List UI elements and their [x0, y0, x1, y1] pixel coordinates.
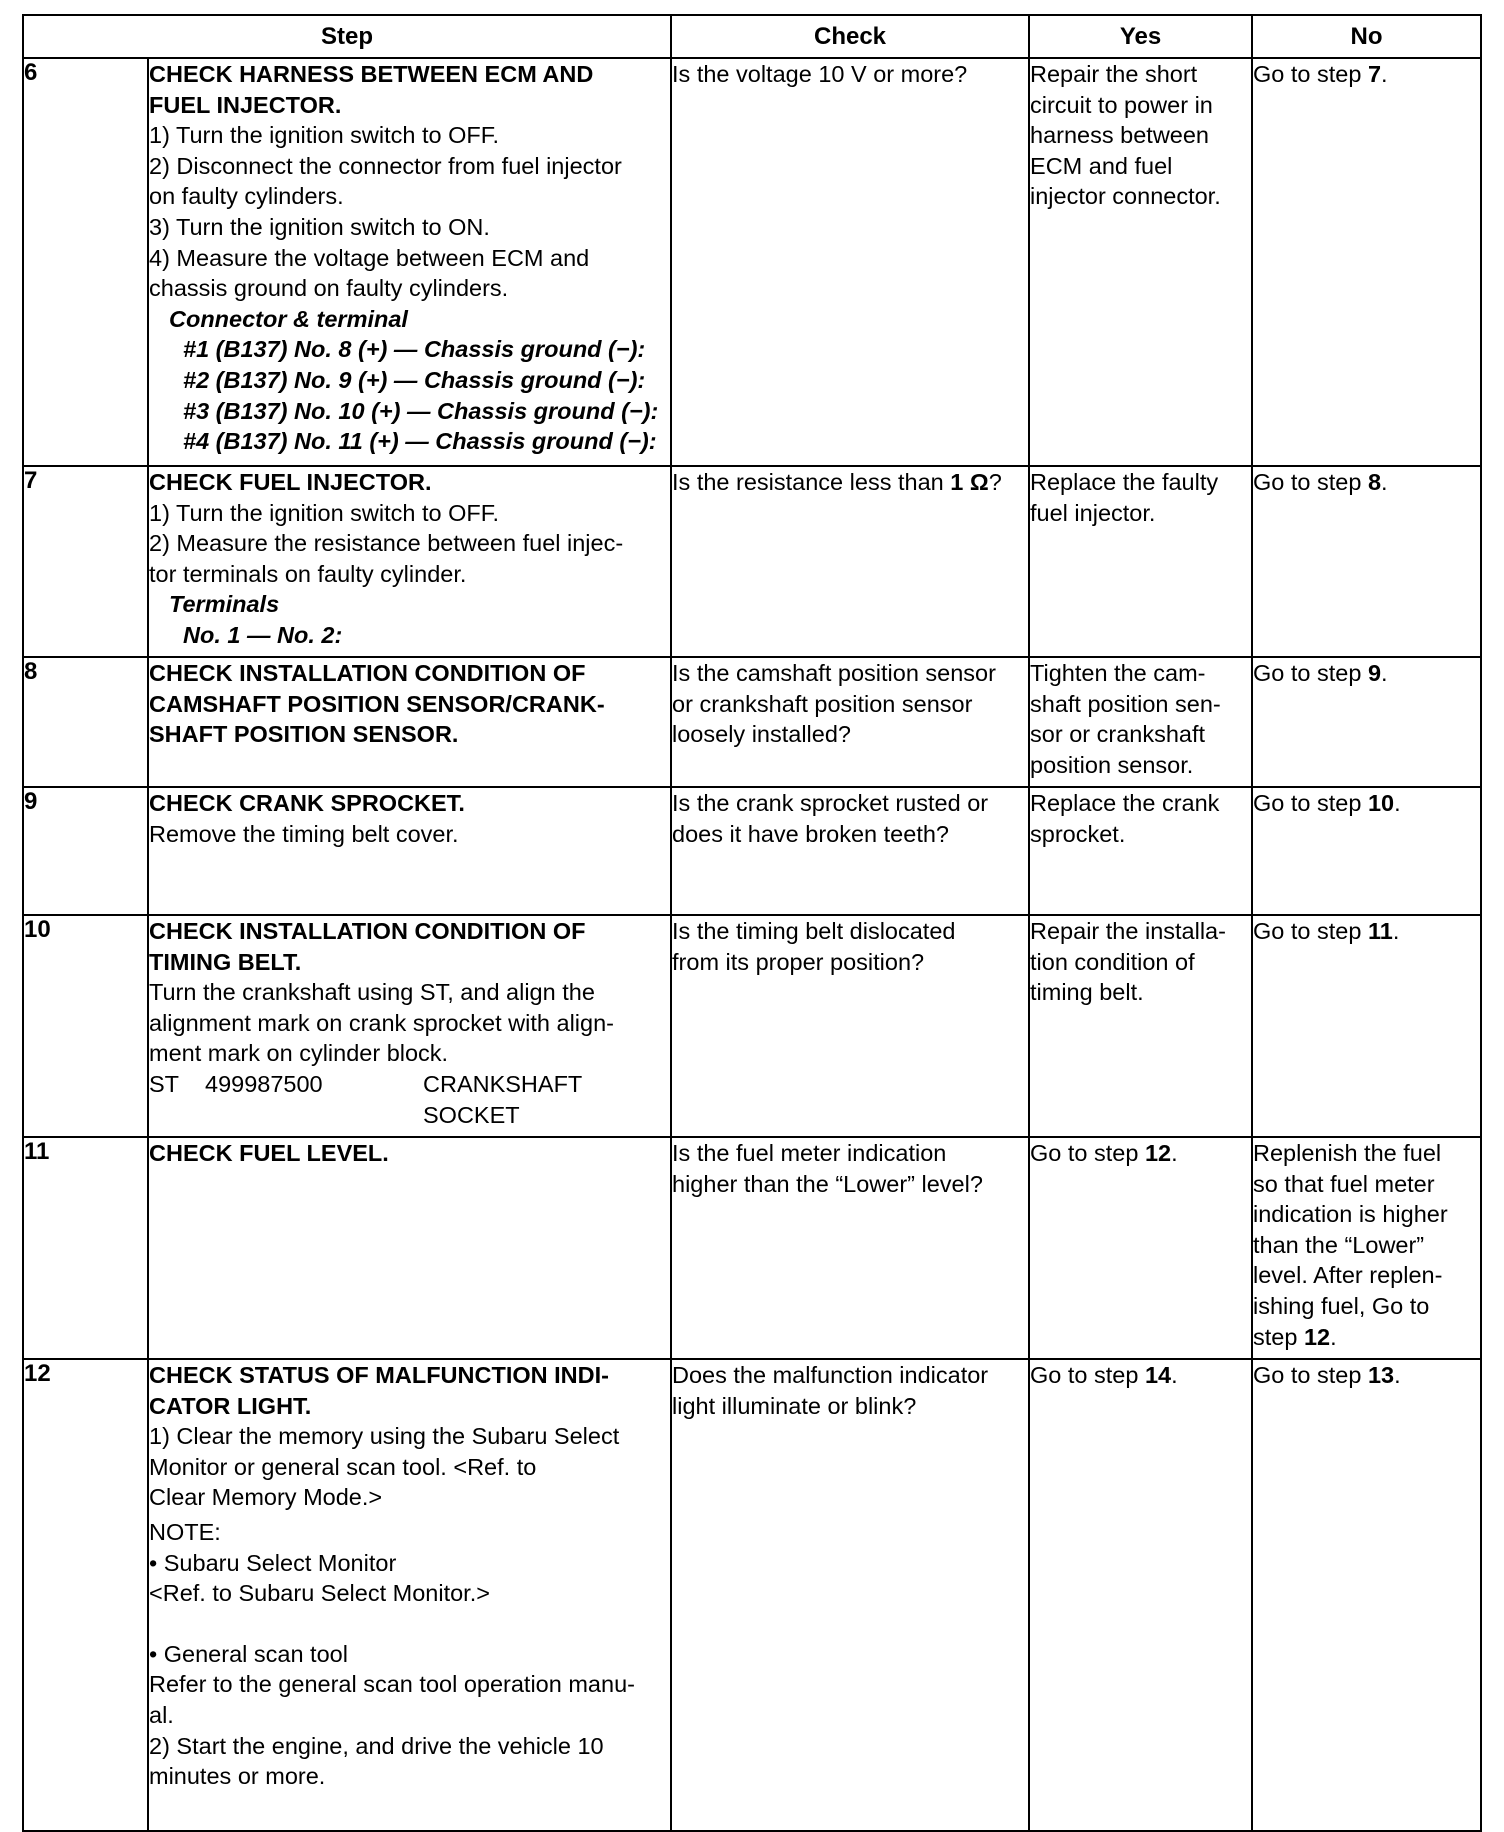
no-text: Go to step: [1253, 61, 1368, 87]
no-line: ishing fuel, Go to: [1253, 1292, 1430, 1319]
note-label: NOTE:: [149, 1518, 221, 1545]
yes-end: .: [1171, 1140, 1178, 1166]
yes-cell: [1029, 915, 1252, 1137]
yes-cell: [1029, 466, 1252, 657]
step-title: TIMING BELT.: [149, 948, 302, 975]
yes-cell: [1029, 58, 1252, 466]
no-cell: [1252, 58, 1481, 466]
no-text: Go to step: [1253, 790, 1368, 816]
step-description: [148, 1359, 671, 1831]
step-line: 2) Measure the resistance between fuel injec-: [149, 530, 624, 557]
step-reference: 12: [1144, 1140, 1172, 1166]
terminal-spec: #3 (B137) No. 10 (+) — Chassis ground (−):: [183, 397, 659, 424]
check-end: ?: [988, 469, 1002, 495]
no-text: Go to step: [1253, 660, 1368, 686]
special-tool-line: [149, 1069, 670, 1100]
step-reference: 13: [1367, 1362, 1395, 1388]
check-cell: [671, 1359, 1029, 1831]
yes-line: ECM and fuel: [1030, 152, 1173, 179]
no-text: Go to step: [1253, 469, 1368, 495]
yes-line: circuit to power in: [1030, 91, 1213, 118]
yes-cell: [1029, 1137, 1252, 1359]
no-cell: [1252, 915, 1481, 1137]
no-end: .: [1381, 660, 1388, 686]
yes-line: Repair the short: [1030, 61, 1198, 87]
step-title: SHAFT POSITION SENSOR.: [149, 721, 459, 748]
no-end: .: [1381, 469, 1388, 495]
step-title: CHECK FUEL INJECTOR.: [149, 469, 432, 495]
check-line: Is the crank sprocket rusted or: [672, 790, 989, 816]
step-title: CHECK FUEL LEVEL.: [149, 1140, 389, 1166]
yes-line: Replace the crank: [1030, 790, 1220, 816]
no-text: Go to step: [1253, 1362, 1368, 1388]
step-number: 10: [23, 915, 148, 1137]
check-cell: [671, 787, 1029, 915]
special-tool-number: 499987500: [205, 1070, 323, 1097]
check-line: loosely installed?: [672, 721, 851, 748]
no-cell: [1252, 1137, 1481, 1359]
step-number: 7: [23, 466, 148, 657]
yes-line: Replace the faulty: [1030, 469, 1219, 495]
step-line: ment mark on cylinder block.: [149, 1040, 449, 1067]
step-line: Remove the timing belt cover.: [149, 820, 459, 847]
check-line: Is the voltage 10 V or more?: [672, 61, 968, 87]
note-line: • General scan tool: [149, 1640, 348, 1667]
step-line: 1) Turn the ignition switch to OFF.: [149, 499, 500, 526]
no-cell: [1252, 1359, 1481, 1831]
special-tool-line: [149, 1100, 670, 1131]
special-tool-name: CRANKSHAFT: [423, 1070, 583, 1097]
step-line: chassis ground on faulty cylinders.: [149, 275, 509, 302]
step-description: [148, 58, 671, 466]
check-cell: [671, 58, 1029, 466]
no-end: .: [1394, 790, 1401, 816]
step-number: 6: [23, 58, 148, 466]
check-cell: [671, 657, 1029, 787]
special-tool-name: SOCKET: [423, 1101, 520, 1128]
no-cell: [1252, 787, 1481, 915]
step-title: CHECK HARNESS BETWEEN ECM AND: [149, 61, 594, 87]
note-line: al.: [149, 1701, 174, 1728]
yes-line: sor or crankshaft: [1030, 721, 1206, 748]
table-row: [23, 466, 1481, 657]
yes-line: tion condition of: [1030, 948, 1195, 975]
check-line: Is the timing belt dislocated: [672, 918, 956, 944]
header-yes: Yes: [1029, 15, 1252, 58]
step-description: [148, 1137, 671, 1359]
no-end: .: [1381, 61, 1388, 87]
yes-line: sprocket.: [1030, 820, 1126, 847]
diagnostic-table: [22, 14, 1482, 1832]
table-row: [23, 1359, 1481, 1831]
check-cell: [671, 1137, 1029, 1359]
step-line: 2) Start the engine, and drive the vehicle 10: [149, 1732, 604, 1759]
step-reference: 14: [1144, 1362, 1172, 1388]
step-line: alignment mark on crank sprocket with align-: [149, 1009, 614, 1036]
yes-line: shaft position sen-: [1030, 690, 1221, 717]
yes-cell: [1029, 657, 1252, 787]
step-title: CAMSHAFT POSITION SENSOR/CRANK-: [149, 690, 605, 717]
no-line: so that fuel meter: [1253, 1170, 1435, 1197]
step-line: on faulty cylinders.: [149, 183, 344, 210]
table-row: [23, 1137, 1481, 1359]
step-reference: 8: [1367, 469, 1382, 495]
check-line: or crankshaft position sensor: [672, 690, 973, 717]
table-row: [23, 657, 1481, 787]
table-row: [23, 915, 1481, 1137]
table-row: [23, 58, 1481, 466]
yes-line: injector connector.: [1030, 183, 1221, 210]
step-line: Monitor or general scan tool. <Ref. to: [149, 1453, 537, 1480]
step-line: minutes or more.: [149, 1763, 326, 1790]
step-description: [148, 787, 671, 915]
yes-end: .: [1171, 1362, 1178, 1388]
step-title: CHECK INSTALLATION CONDITION OF: [149, 918, 586, 944]
step-title: CHECK STATUS OF MALFUNCTION INDI-: [149, 1362, 609, 1388]
subheading: Connector & terminal: [169, 305, 408, 332]
table-row: [23, 787, 1481, 915]
no-text: step: [1253, 1323, 1304, 1350]
check-line: does it have broken teeth?: [672, 820, 949, 847]
no-end: .: [1392, 918, 1400, 944]
special-tool-label: ST: [149, 1070, 180, 1097]
check-line: Does the malfunction indicator: [672, 1362, 989, 1388]
no-cell: [1252, 657, 1481, 787]
no-text: Go to step: [1253, 918, 1368, 944]
yes-cell: [1029, 1359, 1252, 1831]
yes-text: Go to step: [1030, 1362, 1145, 1388]
step-line: 2) Disconnect the connector from fuel injector: [149, 152, 622, 179]
step-line: tor terminals on faulty cylinder.: [149, 560, 467, 587]
yes-text: Go to step: [1030, 1140, 1145, 1166]
step-number: 9: [23, 787, 148, 915]
yes-line: position sensor.: [1030, 751, 1194, 778]
check-line: light illuminate or blink?: [672, 1392, 917, 1419]
step-reference: 7: [1367, 61, 1382, 87]
check-line: from its proper position?: [672, 948, 925, 975]
step-reference: 10: [1367, 790, 1395, 816]
step-number: 12: [23, 1359, 148, 1831]
no-cell: [1252, 466, 1481, 657]
terminal-spec: #2 (B137) No. 9 (+) — Chassis ground (−):: [183, 366, 646, 393]
header-row: [23, 15, 1481, 58]
step-title: CATOR LIGHT.: [149, 1392, 312, 1419]
header-step: Step: [23, 15, 671, 58]
step-title: FUEL INJECTOR.: [149, 91, 342, 118]
terminal-spec: No. 1 — No. 2:: [183, 621, 343, 648]
step-title: CHECK INSTALLATION CONDITION OF: [149, 660, 586, 686]
no-end: .: [1394, 1362, 1401, 1388]
yes-line: fuel injector.: [1030, 499, 1156, 526]
step-reference: 12: [1303, 1323, 1331, 1350]
check-line: Is the fuel meter indication: [672, 1140, 947, 1166]
note-line: <Ref. to Subaru Select Monitor.>: [149, 1580, 490, 1607]
step-number: 8: [23, 657, 148, 787]
step-line: 3) Turn the ignition switch to ON.: [149, 213, 490, 240]
step-line: Clear Memory Mode.>: [149, 1484, 383, 1511]
check-text: Is the resistance less than: [672, 469, 951, 495]
header-check: Check: [671, 15, 1029, 58]
step-line: 1) Turn the ignition switch to OFF.: [149, 122, 500, 149]
step-reference: 9: [1367, 660, 1382, 686]
no-line: [1253, 1322, 1480, 1353]
no-line: Replenish the fuel: [1253, 1140, 1442, 1166]
no-end: .: [1330, 1323, 1337, 1350]
check-line: higher than the “Lower” level?: [672, 1170, 983, 1197]
header-no: No: [1252, 15, 1481, 58]
step-description: [148, 466, 671, 657]
yes-line: Tighten the cam-: [1030, 660, 1206, 686]
no-line: indication is higher: [1253, 1201, 1448, 1228]
check-cell: [671, 466, 1029, 657]
note-line: Refer to the general scan tool operation manu-: [149, 1671, 635, 1698]
yes-line: harness between: [1030, 122, 1209, 149]
check-cell: [671, 915, 1029, 1137]
note-line: • Subaru Select Monitor: [149, 1549, 397, 1576]
check-value: 1 Ω: [950, 469, 989, 495]
step-description: [148, 915, 671, 1137]
terminal-spec: #1 (B137) No. 8 (+) — Chassis ground (−):: [183, 336, 646, 363]
yes-cell: [1029, 787, 1252, 915]
yes-line: Repair the installa-: [1030, 918, 1226, 944]
step-description: [148, 657, 671, 787]
yes-line: timing belt.: [1030, 979, 1144, 1006]
subheading: Terminals: [169, 591, 280, 618]
step-reference: 11: [1367, 918, 1393, 944]
step-line: 1) Clear the memory using the Subaru Select: [149, 1423, 620, 1450]
step-number: 11: [23, 1137, 148, 1359]
step-line: Turn the crankshaft using ST, and align the: [149, 979, 595, 1006]
step-title: CHECK CRANK SPROCKET.: [149, 790, 465, 816]
terminal-spec: #4 (B137) No. 11 (+) — Chassis ground (−):: [183, 428, 657, 455]
no-line: level. After replen-: [1253, 1262, 1443, 1289]
no-line: than the “Lower”: [1253, 1231, 1425, 1258]
check-line: Is the camshaft position sensor: [672, 660, 996, 686]
step-line: 4) Measure the voltage between ECM and: [149, 244, 590, 271]
